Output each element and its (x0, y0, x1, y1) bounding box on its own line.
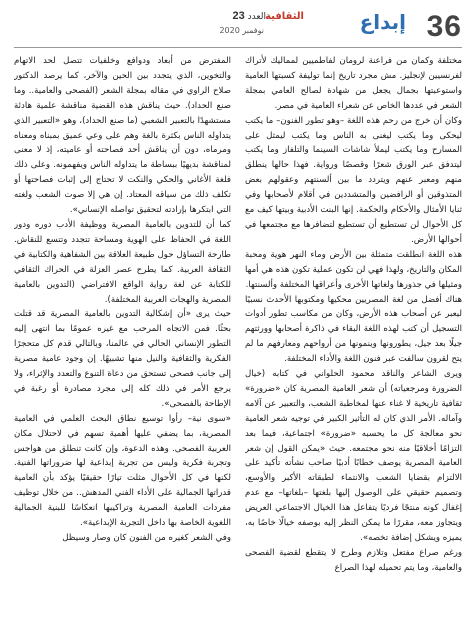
magazine-logo: إبداع (359, 10, 406, 34)
issue-date: نوفمبر 2020 (219, 26, 264, 35)
magazine-subtitle: الثقافية (265, 11, 304, 22)
paragraph: وكان أن خرج من رحم هذه اللغة –وهو تطور الفنون– ما يكتب ليحكى وما يكتب ليغنى به الناس وما يكتب ليمثل على المسارح وما يكتب ليملأ شاشات السينما والتلفاز وما يكتب ليتدفق عبر الورق شعرًا وقصصًا ورواية. فهذا حالها ينطلق منهم ومعبر عنهم ويتردد ما بين ألسنتهم وعقولهم بعض المتذوقين أو الرافضين والمتشددين في أقلام لأصحابها وفي ثنايا الأمثال والأحكام والحكمة. إنها البنت الأدبية وبيتها كيف مع كل الأحوال لن تستطيع أن تستطيع لتضافرها مع مجتمعها في أحوالها الأرض. (245, 115, 462, 245)
paragraph: هذه اللغة انطلقت متمثلة بين الأرض وماء النهر هوية ومحبة المكان والتاريخ، ولهذا فهي لن تكون عملية تكون هذه هي أمها ومثيلها في جذورها ولغاتها الأخرى وأعراقها المختلفة وألسنتها. (245, 249, 462, 290)
page-header (0, 0, 476, 48)
paragraph: وفي الشعر كغيره من الفنون كان وصار وسيظل (62, 533, 231, 543)
issue-label: العدد (247, 12, 266, 22)
left-column (14, 54, 231, 632)
paragraph: ويرى الشاعر والناقد محمود الحلواني في كتابه (خيال الضرورة ومرجعياته) أن شعر العامية المصرية كان «ضرورة» ثقافية تاريخية لا غناء عنها لمخاطبة الشعب، والتعبير عن آلامه وآماله. الأمر الذي كان له التأثير الكبير في توجيه شعر العامية نحو معالجة كل ما يحسبه «ضرورة» اجتماعية، فيما بعد التزامًا أخلاقيًا منه نحو مجتمعه. حيث «يمكن القول إن شعر العامية المصرية يوصف خطابًا أدبيًا صاحب نشأته تأكيد على الالتزام بقضايا الشعب والانتماء لطبقاته الأكبر والأوسع، وتصميم حقيقي على الوصول إليها بلغتها –بلغاتها– مع عدم إغفال كونه منتجًا فرديًا يتفاعل هذا الخيال الاجتماعي العريض ويتجاوز معه، مقررًا ما يمكن النظر إليه بوصفه خيالًا خاصًا به، يميزه ويشكل إضافة تخصه». (245, 369, 462, 543)
paragraph: هناك أفضل من لغة المصريين محكيها ومكتوبها الأحدث نسبيًا ليعبر عن أصحاب هذه الأرض، وكان من مكاسب تطور أدوات التسجيل أن كتب لهذه اللغة البقاء في ذاكرة أصحابها وورثتهم جيلًا بعد جيل، يطورونها وينمونها من أرواحهم ومعارفهم ما لم يتح لقرون سالفت عبر فنون اللغة والأداء المختلفة. (245, 294, 462, 365)
paragraph: المفترض من أبعاد ودوافع وخلفيات تتصل لحد الاتهام والتخوين، الذي يتجدد بين الحين والآخر، كما يرصد الدكتور صلاح الراوي في مقاله بمجلة الشعر (الفصحى والعامية.. وما صنع الحداد). حيث يناقش هذه القضية مناقشة علمية هادئة مستشهدًا بالتعبير الشعبي (ما صنع الحداد)، وهو «التعبير الذي يتداوله الناس بكثرة بالغة وهم على وعي عميق بمبناه ومعناه ومرماه، دون أن يناقش أحد فصاحته أو عاميته، إذ لا معنى لمناقشة بديهيًا ببساطة ما يتداوله الناس ويفهمونه. وعلى ذلك فلغة الأغاني والحكي والنكت لا تحتاج إلى إثبات فصاحتها أو تكلف ذلك من سياقه المعتاد. إن هي إلا صوت الشعب ولغته التي ابتكرها بإرادته لتحقيق تواصله الإنساني». (14, 56, 231, 216)
article-body (14, 54, 462, 632)
paragraph: كما أن للتدوين بالعامية المصرية ووظيفة الأدب دوره ودور اللغة في الحفاظ على الهوية ومساحة تتجدد وتتسع للنقاش. طارحة التساؤل حول طبيعة العلاقة بين الشفاهية والكتابية في الثقافة العربية. كما يطرح عصر العزلة في الحراك الثقافي للكتابة عن لغة رواية الواقع الافتراضي (التدوين بالعامية المصرية والهجات العربية المختلفة). (14, 219, 231, 305)
issue-info (233, 10, 266, 22)
paragraph: «سوى نية– رأوا توسيع نطاق البحث العلمي في العامية المصرية، بما يضفي عليها أهمية تسهم في لاحتلال مكان العربية الفصحى. وهذه الدعوة، وإن كانت تنطلق من هواجس وتجربة فكرية وليس من تجربة إبداعية لها ضروراتها الفنية. لكنها في كل الأحوال مثلت تيارًا حقيقيًا يؤكد بأن العامية قدراتها الجمالية على الأداء الفني المدهش.. من خلال توظيف مفردات العامية المصرية وتراكيبها انعكاسًا للبنية الجمالية اللغوية الخاصة بها داخل التجربة الإبداعية». (14, 413, 231, 529)
paragraph: ورغم صراع مفتعل وتلازم وطرح لا يتقطع لقضية الفصحى والعامية، وما يتم تحميله لهذا الصراع (245, 547, 462, 573)
page-number: 36 (426, 10, 462, 43)
paragraph: مختلفة وكمان من فراعنة لرومان لفاطميين لمماليك لأتراك لفرنسيين لإنجليز. مش مجرد تاريخ إنما توليفة كسبتها العامية واستوعبتها بجمال يجعل من شهادة لصالح العامي بمجلة الشعر في عددها الخاص عن شعراء العامية في مصر. (245, 56, 462, 111)
issue-number: 23 (232, 10, 245, 22)
header-divider (14, 47, 462, 48)
right-column (245, 54, 462, 632)
paragraph: حيث يرى «أن إشكالية التدوين بالعامية المصرية قد قتلت بحثًا. فمن الاتجاه المرحب مع غيره عمومًا بما انتهى إليه التطور الإنساني الحالي في عالمنا، وبالتالي قدم كل متحجرًا الفكرية والثقافية والنيل منها تشبيهًا. إن وجود عامية مصرية إلى جانب فصحى تستحق من دعاة التنوع والتعدد والإثراء، ولا يرجع الأمر في ذلك كله إلى مجرد مصادرة أو رغبة في الإطاحة بالفصحى». (14, 309, 231, 409)
